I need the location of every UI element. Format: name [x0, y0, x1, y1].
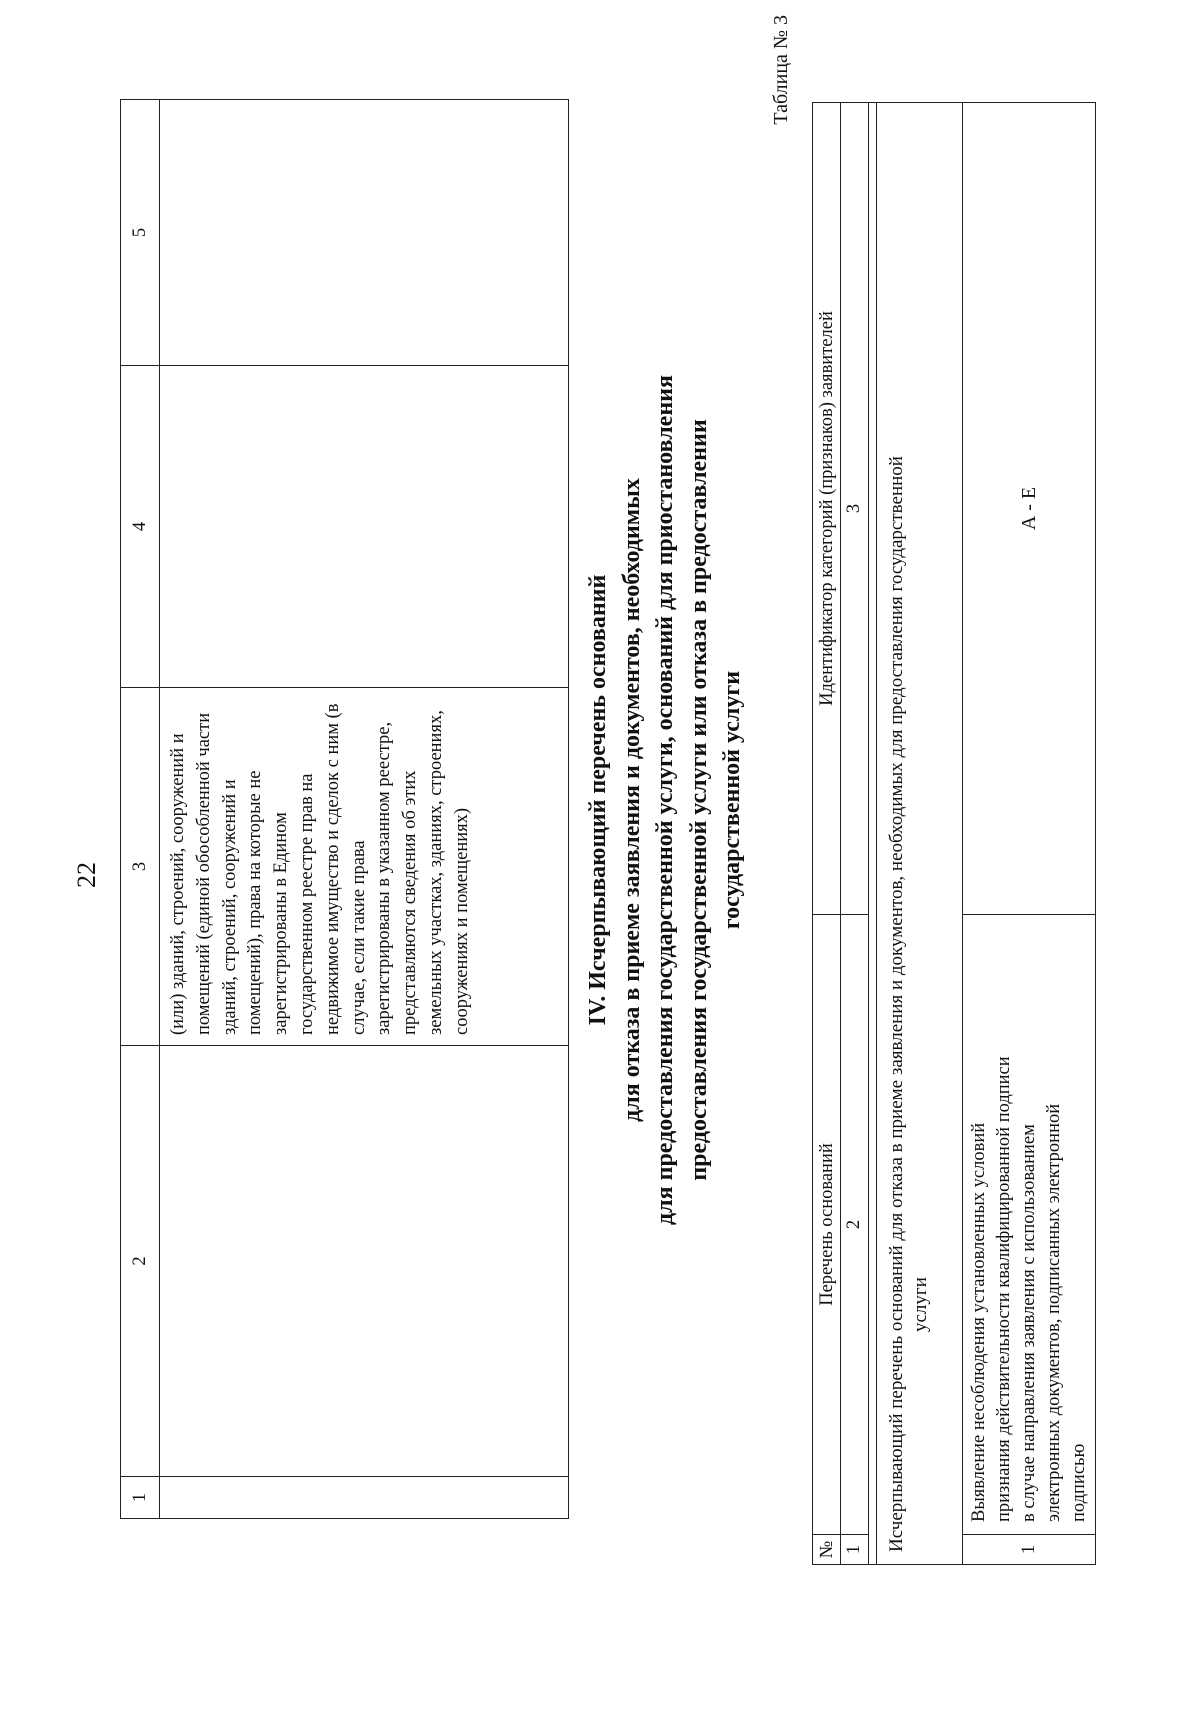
row-cell-4	[160, 366, 569, 688]
header-cell-5: 5	[121, 100, 160, 366]
cell-text-line: зарегистрированы в Едином	[271, 812, 292, 1035]
header-cell-4: 4	[121, 366, 160, 688]
table-caption: Таблица № 3	[770, 15, 792, 125]
subheading-line: Исчерпывающий перечень оснований для отказа в приеме заявления и документов, необходимых для предоставления государственной	[886, 456, 907, 1552]
cell-text-line: зданий, строений, сооружений и	[219, 779, 240, 1035]
cell-text-line: государственном реестре прав на	[296, 773, 317, 1035]
column-number: 1	[841, 1535, 869, 1565]
header-cell-1: 1	[121, 1477, 160, 1519]
cell-text-line: случае, если такие права	[348, 840, 369, 1035]
section-heading	[582, 185, 750, 1415]
column-number: 3	[841, 103, 869, 915]
section-heading-line: предоставления государственной услуги или отказа в предоставлении	[685, 419, 712, 1181]
continuation-table	[120, 99, 569, 1519]
cell-text-line: представляются сведения об этих	[400, 770, 421, 1035]
cell-text-line: (или) зданий, строений, сооружений и	[168, 733, 188, 1035]
section-heading-line: для предоставления государственной услуги, оснований для приостановления	[652, 375, 678, 1225]
table-row	[963, 103, 1096, 1565]
section-heading-line: IV. Исчерпывающий перечень оснований	[585, 574, 611, 1026]
header-reasons: Перечень оснований	[813, 915, 841, 1535]
row-cell-3	[160, 688, 569, 1046]
cell-text-line: помещений (единой обособленной части	[193, 712, 214, 1035]
cell-text-line: недвижимое имущество и сделок с ним (в	[322, 703, 343, 1035]
page-number: 22	[72, 862, 101, 888]
cell-text-line: зарегистрированы в указанном реестре,	[374, 721, 395, 1035]
row-cell-2	[160, 1046, 569, 1477]
table-header-row	[121, 100, 160, 1519]
section-heading-line: государственной услуги	[719, 670, 745, 930]
cell-text-line: помещений), права на которые не	[245, 770, 266, 1035]
reason-line: признания действительности квалифицированной подписи	[994, 1056, 1014, 1522]
reason-line: в случае направления заявления с использованием	[1019, 1124, 1039, 1522]
table-header-row	[813, 103, 841, 1565]
header-cell-3: 3	[121, 688, 160, 1046]
header-number: №	[813, 1535, 841, 1565]
row-number: 1	[963, 1535, 1096, 1565]
row-cell-5	[160, 100, 569, 366]
spacer-cell	[869, 103, 877, 1565]
reason-line: подписью	[1069, 1443, 1089, 1522]
table-3	[812, 102, 1096, 1565]
row-identifier: А - Е	[963, 103, 1096, 915]
table-subheading	[877, 103, 963, 1565]
reason-line: Выявление несоблюдения установленных условий	[969, 1122, 989, 1522]
reason-line: электронных документов, подписанных электронной	[1044, 1103, 1064, 1522]
cell-text-line: земельных участках, зданиях, строениях,	[425, 710, 446, 1035]
column-numbering-row	[841, 103, 869, 1565]
section-heading-line: для отказа в приеме заявления и документов, необходимых	[618, 478, 645, 1122]
header-cell-2: 2	[121, 1046, 160, 1477]
table-subheading-row	[877, 103, 963, 1565]
row-reason	[963, 915, 1096, 1535]
header-identifier: Идентификатор категорий (признаков) заявителей	[813, 103, 841, 915]
row-cell-1	[160, 1477, 569, 1519]
spacer-row	[869, 103, 877, 1565]
subheading-line-text: услуги	[910, 1277, 931, 1332]
subheading-line	[909, 115, 933, 1552]
cell-text-line: сооружениях и помещениях)	[451, 807, 472, 1035]
table-row	[160, 100, 569, 1519]
column-number: 2	[841, 915, 869, 1535]
